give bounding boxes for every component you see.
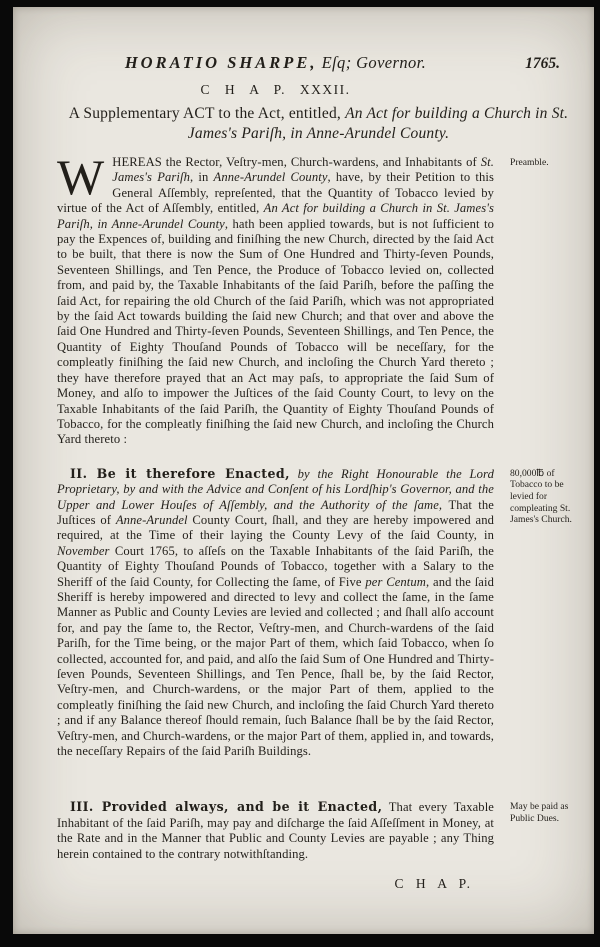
chapter-heading: C H A P. XXXII. <box>200 82 351 97</box>
text-segment: November <box>57 543 110 558</box>
text-segment: Anne-Arundel <box>115 512 188 527</box>
section-2-paragraph <box>57 466 494 760</box>
running-head-title <box>57 53 494 73</box>
section-2 <box>57 466 586 760</box>
governor-honorific: Eſq; Governor. <box>321 53 427 72</box>
text-segment: III. Provided always, and be it Enacted, <box>70 799 383 815</box>
text-segment: Anne-Arundel County <box>213 170 328 185</box>
section-3-paragraph <box>57 799 494 862</box>
margin-note-public-dues: May be paid as Public Dues. <box>510 801 569 825</box>
document-page <box>13 7 594 934</box>
text-segment: That every Taxable Inhabitant of the ſaid Pariſh, may pay and diſcharge the ſaid Aſſeſſment in Money, at the Rate and in the Manner that Public and County Levies are payable ; any Thing herein contained to the contrary notwithſtanding. <box>57 800 494 861</box>
page-year: 1765. <box>525 55 560 72</box>
text-segment: by the Right Honourable the Lord Proprietary, by and with the Advice and Conſent of his Lordſhip's Governor, and the Upper and Lower Houſes of Aſſembly, and the Authority of the ſame, <box>57 466 494 512</box>
text-segment: An Act for building a Church in St. James's Pariſh, in Anne-Arundel County <box>57 201 494 231</box>
catchword: C H A P. <box>394 876 472 892</box>
text-segment: An Act for building a Church in St. James's Pariſh, in Anne-Arundel County. <box>187 105 569 142</box>
act-title <box>51 104 586 143</box>
margin-note-tobacco-levy: 80,000℔ of Tobacco to be levied for compleating St. James's Church. <box>510 467 572 526</box>
governor-name: HORATIO SHARPE, <box>124 53 318 72</box>
text-segment: , in <box>190 170 214 185</box>
running-head <box>57 53 586 73</box>
text-segment: , hath been applied towards, but is not ſufficient to pay the Expences of, building and finiſhing the new Church, directed by the ſaid Act to be built, that there is now the Sum of One Hundred and Thirty-ſeven Pounds, Seventeen Shillings, and Ten Pence, the Produce of Tobacco levied on, collected from, and paid by, the Taxable Inhabitants of the ſaid Pariſh, before the paſſing the ſaid Act, for repairing the old Church of the ſaid Pariſh, which was not appropriated by the ſaid Act towards building the ſaid new Church; and that over and above the ſaid One Hundred and Thirty-ſeven Pounds, Seventeen Shillings, and Ten Pence, the Quantity of Eighty Thouſand Pounds of Tobacco will be neceſſary, for the compleatly finiſhing the ſaid new Church, and incloſing the Church Yard thereto ; they have therefore prayed that an Act may paſs, to appropriate the ſaid Sum of Money, and alſo to impower the Juſtices of the ſaid County Court, to levy on the Taxable Inhabitants of the ſaid Pariſh, the Quantity of Eighty Thouſand Pounds of Tobacco, for the compleatly finiſhing the ſaid new Church, and incloſing the Church Yard thereto : <box>57 216 495 447</box>
text-segment: II. Be it therefore Enacted, <box>70 465 290 481</box>
text-segment: HEREAS the Rector, Veſtry-men, Church-wardens, and Inhabitants of <box>112 155 481 169</box>
text-segment: , have, by their Petition to this General Aſſembly, repreſented, that the Quantity of Tobacco levied by virtue of the Act of Aſſembly, entitled, <box>57 170 494 216</box>
text-segment: , and the ſaid Sheriff is hereby impowered and directed to levy and collect the ſame, in the ſame Manner as Public and County Levies are levied and collected ; and ſhall alſo account for, and pay the ſame to, the Rector, Veſtry-men, and Church-wardens of the ſaid Pariſh, for the Time being, or the major Part of them, which ſaid Tobacco, when ſo collected, accounted for, and paid, and alſo the ſaid Sum of One Hundred and Thirty-ſeven Pounds, Seventeen Shillings, and Ten Pence, ſhall be, by the ſaid Rector, Veſtry-men, and Church-wardens, or the major Part of them, applied to the compleatly finiſhing the ſaid new Church, and incloſing the ſaid Church Yard thereto ; and if any Balance thereof ſhould remain, ſuch Balance ſhall be by the ſaid Rector, Veſtry-men, and Church-wardens, or the major Part of them, applied in, and towards, the neceſſary Repairs of the ſaid Pariſh Buildings. <box>57 574 494 759</box>
text-segment: St. James's Pariſh <box>112 155 494 185</box>
margin-note-preamble: Preamble. <box>510 157 549 168</box>
text-segment: Court 1765, to aſſeſs on the Taxable Inhabitants of the ſaid Pariſh, the Quantity of Eighty Thouſand Pounds of Tobacco, together with a Salary to the Sheriff of the ſaid County, for Collecting the ſame, of Five <box>57 543 494 589</box>
text-segment: That the Juſtices of <box>57 497 494 527</box>
text-segment: County Court, ſhall, and they are hereby impowered and required, at the Time of their laying the County Levy of the ſaid County, in <box>57 512 494 543</box>
page-content <box>13 7 594 892</box>
section-3 <box>57 799 586 862</box>
drop-cap: W <box>57 149 105 205</box>
preamble-paragraph <box>57 149 495 448</box>
text-segment: per Centum <box>365 574 426 589</box>
text-segment: A Supplementary ACT to the Act, entitled, <box>68 105 346 122</box>
section-preamble <box>57 149 586 448</box>
